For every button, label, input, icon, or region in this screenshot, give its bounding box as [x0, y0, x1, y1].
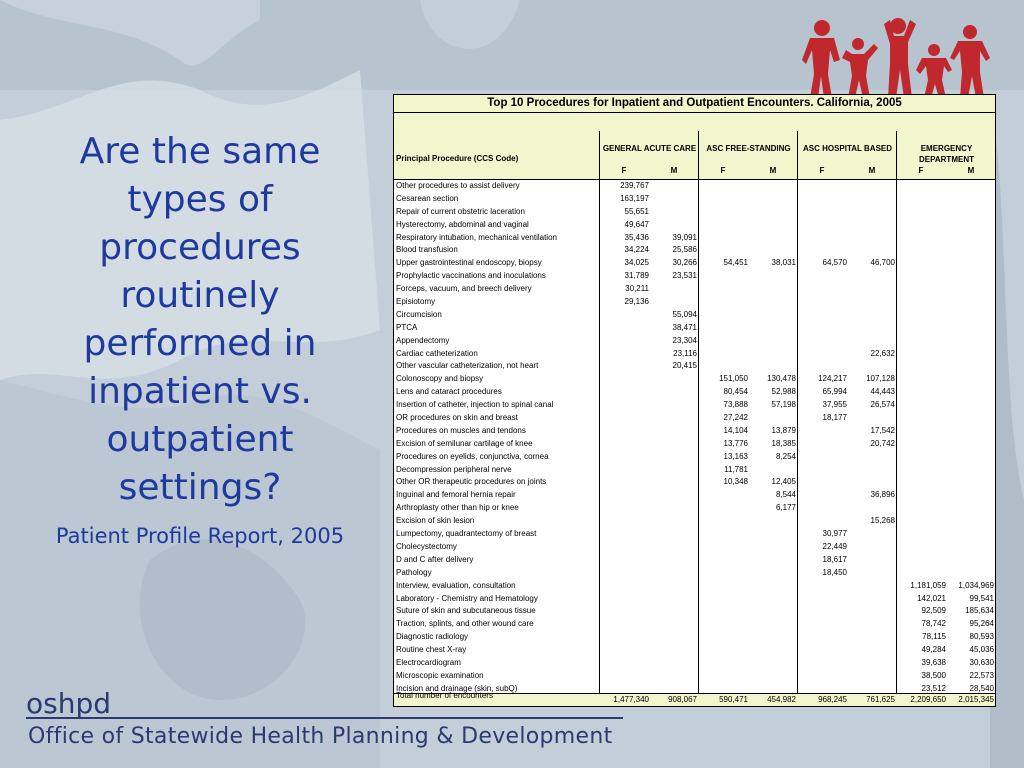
procedure-name: Other OR therapeutic procedures on joints — [396, 477, 547, 487]
table-row — [394, 309, 995, 322]
cell-value: 31,789 — [624, 271, 649, 281]
cell-value: 1,181,059 — [910, 580, 946, 590]
table-row — [394, 335, 995, 348]
total-value: 590,471 — [719, 695, 748, 704]
cell-value: 52,988 — [771, 387, 796, 397]
procedure-name: Arthroplasty other than hip or knee — [396, 503, 519, 513]
cell-value: 35,436 — [624, 232, 649, 242]
total-value: 454,982 — [767, 695, 796, 704]
table-row — [394, 257, 995, 270]
table-row — [394, 476, 995, 489]
table-row — [394, 219, 995, 232]
procedure-name: Lumpectomy, quadrantectomy of breast — [396, 529, 537, 539]
table-title: Top 10 Procedures for Inpatient and Outpatient Encounters. California, 2005 — [394, 95, 995, 113]
cell-value: 46,700 — [870, 258, 895, 268]
cell-value: 185,634 — [965, 606, 994, 616]
cell-value: 55,651 — [624, 206, 649, 216]
sub-header: F — [621, 166, 627, 175]
cell-value: 49,647 — [624, 219, 649, 229]
cell-value: 130,478 — [767, 374, 796, 384]
cell-value: 23,531 — [672, 271, 697, 281]
procedure-name: Laboratory - Chemistry and Hematology — [396, 593, 538, 603]
sub-header: F — [819, 166, 825, 175]
procedure-name: Procedures on muscles and tendons — [396, 425, 526, 435]
cell-value: 6,177 — [775, 503, 796, 513]
cell-value: 1,034,969 — [958, 580, 994, 590]
table-row — [394, 618, 995, 631]
cell-value: 37,955 — [822, 400, 847, 410]
cell-value: 11,781 — [724, 464, 748, 474]
cell-value: 65,994 — [822, 387, 847, 397]
table-row — [394, 593, 995, 606]
cell-value: 13,879 — [771, 425, 796, 435]
procedure-name: Pathology — [396, 567, 432, 577]
procedure-name: Forceps, vacuum, and breech delivery — [396, 284, 532, 294]
cell-value: 8,544 — [775, 490, 796, 500]
procedure-name: Decompression peripheral nerve — [396, 464, 512, 474]
cell-value: 26,574 — [870, 400, 895, 410]
procedure-name: Excision of skin lesion — [396, 516, 475, 526]
cell-value: 64,570 — [822, 258, 847, 268]
cell-value: 22,632 — [870, 348, 895, 358]
procedure-name: Other procedures to assist delivery — [396, 181, 520, 190]
cell-value: 39,638 — [921, 657, 946, 667]
cell-value: 12,405 — [771, 477, 796, 487]
cell-value: 8,254 — [775, 451, 796, 461]
procedure-name: Cholecystectomy — [396, 541, 457, 551]
svg-text:oshpd: oshpd — [26, 688, 112, 718]
cell-value: 38,471 — [672, 322, 697, 332]
cell-value: 73,888 — [723, 400, 748, 410]
sub-header: F — [918, 166, 924, 175]
table-row — [394, 489, 995, 502]
table-row — [394, 644, 995, 657]
cell-value: 30,211 — [625, 284, 649, 294]
org-name: Office of Statewide Health Planning & Development — [28, 724, 613, 749]
cell-value: 18,385 — [771, 438, 796, 448]
procedure-name: Traction, splints, and other wound care — [396, 619, 534, 629]
cell-value: 28,540 — [969, 683, 994, 693]
procedure-name: Diagnostic radiology — [396, 632, 469, 642]
cell-value: 14,104 — [723, 425, 748, 435]
cell-value: 13,776 — [723, 438, 748, 448]
cell-value: 45,036 — [969, 645, 994, 655]
procedure-name: Lens and cataract procedures — [396, 387, 502, 397]
table-row — [394, 631, 995, 644]
cell-value: 34,224 — [624, 245, 649, 255]
cell-value: 78,115 — [922, 632, 946, 642]
total-label: Total number of encounters — [396, 691, 493, 700]
sub-header: M — [670, 166, 678, 175]
cell-value: 20,742 — [870, 438, 895, 448]
cell-value: 22,573 — [969, 670, 994, 680]
cell-value: 38,500 — [921, 670, 946, 680]
group-asc-hospital-based: ASC HOSPITAL BASED — [802, 144, 893, 153]
table-row — [394, 580, 995, 593]
cell-value: 99,541 — [969, 593, 994, 603]
cell-value: 30,977 — [822, 529, 847, 539]
total-value: 968,245 — [818, 695, 847, 704]
cell-value: 20,415 — [672, 361, 697, 371]
total-row — [394, 693, 995, 706]
table-row — [394, 567, 995, 580]
table-row — [394, 386, 995, 399]
table-row — [394, 348, 995, 361]
procedure-name: Blood transfusion — [396, 245, 458, 255]
row-header-label: Principal Procedure (CCS Code) — [396, 154, 519, 163]
cell-value: 30,266 — [672, 258, 697, 268]
cell-value: 239,767 — [620, 181, 649, 190]
total-value: 1,477,340 — [613, 695, 649, 704]
table-row — [394, 244, 995, 257]
cell-value: 54,451 — [723, 258, 748, 268]
table-row — [394, 605, 995, 618]
procedure-name: Respiratory intubation, mechanical ventilation — [396, 232, 557, 242]
cell-value: 107,128 — [866, 374, 895, 384]
table-row — [394, 373, 995, 386]
cell-value: 151,050 — [719, 374, 748, 384]
table-row — [394, 322, 995, 335]
procedure-name: Suture of skin and subcutaneous tissue — [396, 606, 536, 616]
procedure-name: PTCA — [396, 322, 418, 332]
procedure-name: Excision of semilunar cartilage of knee — [396, 438, 533, 448]
table-row — [394, 438, 995, 451]
cell-value: 142,021 — [917, 593, 946, 603]
procedure-name: D and C after delivery — [396, 554, 474, 564]
procedure-name: Interview, evaluation, consultation — [396, 580, 516, 590]
procedure-name: Cesarean section — [396, 193, 459, 203]
table-row — [394, 528, 995, 541]
procedure-name: Appendectomy — [396, 335, 450, 345]
cell-value: 27,242 — [723, 413, 748, 423]
table-row — [394, 670, 995, 683]
total-value: 2,209,650 — [910, 695, 946, 704]
group-general-acute-care: GENERAL ACUTE CARE — [602, 144, 697, 153]
procedure-name: Colonoscopy and biopsy — [396, 374, 484, 384]
sub-header: M — [868, 166, 876, 175]
cell-value: 18,617 — [822, 554, 847, 564]
table-row — [394, 425, 995, 438]
procedure-name: Hysterectomy, abdominal and vaginal — [396, 219, 529, 229]
cell-value: 15,268 — [870, 516, 895, 526]
slide-subtitle: Patient Profile Report, 2005 — [55, 524, 345, 548]
table-row — [394, 464, 995, 477]
slide-question: Are the same types of procedures routinely performed in inpatient vs. outpatient settings? — [79, 131, 321, 508]
procedure-name: Procedures on eyelids, conjunctiva, cornea — [396, 451, 549, 461]
cell-value: 29,136 — [624, 297, 649, 307]
table-row — [394, 541, 995, 554]
table-row — [394, 296, 995, 309]
cell-value: 49,284 — [921, 645, 946, 655]
family-figures-icon — [800, 14, 990, 98]
table-row — [394, 554, 995, 567]
cell-value: 13,163 — [723, 451, 748, 461]
procedure-name: Electrocardiogram — [396, 657, 461, 667]
cell-value: 78,742 — [921, 619, 946, 629]
cell-value: 17,542 — [870, 425, 895, 435]
cell-value: 163,197 — [620, 193, 649, 203]
procedure-name: Routine chest X-ray — [396, 645, 467, 655]
cell-value: 80,593 — [969, 632, 994, 642]
oshpd-logo — [26, 688, 156, 718]
cell-value: 23,304 — [672, 335, 697, 345]
cell-value: 95,264 — [969, 619, 994, 629]
table-row — [394, 412, 995, 425]
procedures-table — [393, 94, 996, 707]
table-row — [394, 657, 995, 670]
cell-value: 44,443 — [870, 387, 895, 397]
cell-value: 36,896 — [870, 490, 895, 500]
table-row — [394, 206, 995, 219]
cell-value: 25,586 — [672, 245, 697, 255]
cell-value: 30,630 — [969, 657, 994, 667]
sub-header: F — [720, 166, 726, 175]
sub-header: M — [769, 166, 777, 175]
table-row — [394, 515, 995, 528]
procedure-name: Other vascular catheterization, not heart — [396, 361, 539, 371]
table-row — [394, 399, 995, 412]
procedure-name: Prophylactic vaccinations and inoculations — [396, 271, 546, 281]
cell-value: 80,454 — [723, 387, 748, 397]
cell-value: 124,217 — [818, 374, 847, 384]
table-row — [394, 270, 995, 283]
cell-value: 10,348 — [723, 477, 748, 487]
table-row — [394, 451, 995, 464]
table-row — [394, 360, 995, 373]
table-row — [394, 283, 995, 296]
total-value: 908,067 — [668, 695, 697, 704]
cell-value: 23,116 — [673, 348, 697, 358]
cell-value: 34,025 — [624, 258, 649, 268]
procedure-name: Episiotomy — [396, 297, 436, 307]
procedure-name: Cardiac catheterization — [396, 348, 478, 358]
cell-value: 23,512 — [921, 683, 946, 693]
procedure-name: Incision and drainage (skin, subQ) — [396, 683, 518, 693]
cell-value: 39,091 — [672, 232, 697, 242]
total-value: 2,015,345 — [958, 695, 994, 704]
table-body — [394, 180, 995, 696]
procedure-name: Microscopic examination — [396, 670, 484, 680]
total-value: 761,625 — [866, 695, 895, 704]
cell-value: 18,450 — [822, 567, 847, 577]
procedure-name: Repair of current obstetric laceration — [396, 206, 525, 216]
group-emergency-department: EMERGENCY DEPARTMENT — [919, 144, 974, 164]
group-asc-free-standing: ASC FREE-STANDING — [706, 144, 791, 153]
procedure-name: Insertion of catheter, injection to spinal canal — [396, 400, 554, 410]
cell-value: 38,031 — [771, 258, 796, 268]
procedure-name: Upper gastrointestinal endoscopy, biopsy — [396, 258, 542, 268]
cell-value: 57,198 — [771, 400, 796, 410]
procedure-name: OR procedures on skin and breast — [396, 413, 518, 423]
cell-value: 55,094 — [672, 309, 697, 319]
procedure-name: Circumcision — [396, 309, 442, 319]
table-row — [394, 180, 995, 193]
cell-value: 22,449 — [822, 541, 847, 551]
table-row — [394, 232, 995, 245]
cell-value: 18,177 — [822, 413, 847, 423]
procedure-name: Inguinal and femoral hernia repair — [396, 490, 516, 500]
sub-header: M — [967, 166, 975, 175]
table-row — [394, 193, 995, 206]
cell-value: 92,509 — [921, 606, 946, 616]
table-row — [394, 502, 995, 515]
logo-rule — [26, 717, 623, 719]
table-header — [394, 113, 995, 180]
